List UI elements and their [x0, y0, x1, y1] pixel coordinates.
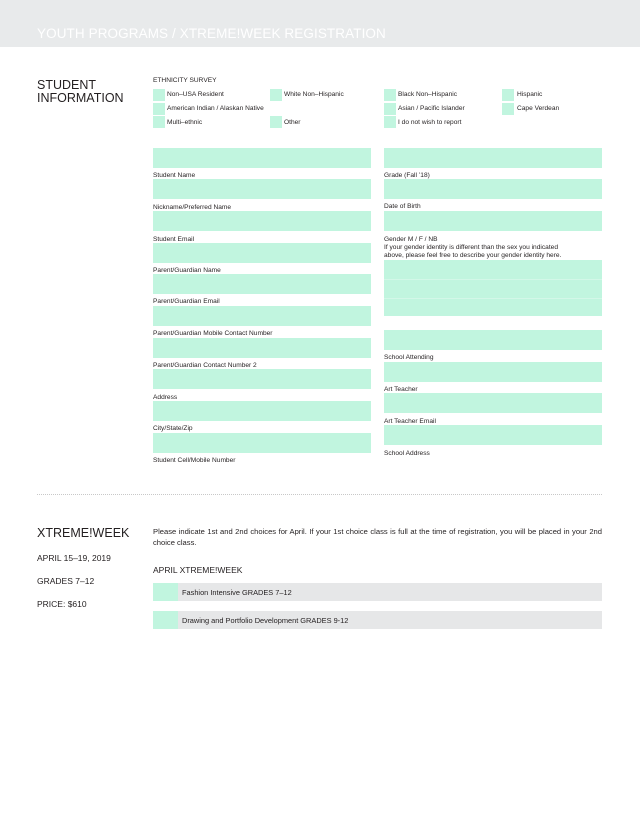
parent-mobile-label: Parent/Guardian Mobile Contact Number	[153, 330, 273, 337]
student-cell-label: Student Cell/Mobile Number	[153, 457, 236, 464]
address-field[interactable]	[153, 369, 371, 389]
nickname-label: Nickname/Preferred Name	[153, 204, 232, 211]
ethnicity-label-other: Other	[284, 119, 301, 126]
ethnicity-checkbox-white-non-hispanic[interactable]	[270, 89, 282, 101]
art-teacher-email-label: Art Teacher Email	[384, 418, 436, 425]
city-state-zip-label: City/State/Zip	[153, 425, 193, 432]
student-email-label: Student Email	[153, 236, 195, 243]
xtreme-subheading: APRIL XTREME!WEEK	[153, 565, 243, 575]
choice-label-fashion-intensive: Fashion Intensive GRADES 7–12	[182, 588, 292, 597]
gender-note-line2: above, please feel free to describe your gender identity here.	[384, 252, 562, 259]
school-address-label: School Address	[384, 450, 430, 457]
ethnicity-label-american-indian: American Indian / Alaskan Native	[167, 105, 264, 112]
ethnicity-checkbox-cape-verdean[interactable]	[502, 103, 514, 115]
page-title: YOUTH PROGRAMS / XTREME!WEEK REGISTRATION	[37, 26, 386, 41]
student-name-field[interactable]	[153, 148, 371, 168]
ethnicity-checkbox-hispanic[interactable]	[502, 89, 514, 101]
parent-email-label: Parent/Guardian Email	[153, 298, 220, 305]
ethnicity-checkbox-non-usa-resident[interactable]	[153, 89, 165, 101]
grade-label: Grade (Fall ’18)	[384, 172, 430, 179]
xtreme-dates: APRIL 15–19, 2019	[37, 553, 111, 563]
gender-identity-line-2	[384, 298, 602, 299]
date-of-birth-field[interactable]	[384, 179, 602, 199]
section-divider	[37, 494, 602, 495]
grade-field[interactable]	[384, 148, 602, 168]
ethnicity-label-non-usa-resident: Non–USA Resident	[167, 91, 224, 98]
gender-identity-line-1	[384, 279, 602, 280]
art-teacher-email-field[interactable]	[384, 393, 602, 413]
parent-mobile-field[interactable]	[153, 306, 371, 326]
student-cell-field[interactable]	[153, 433, 371, 453]
parent-contact-2-field[interactable]	[153, 338, 371, 358]
ethnicity-checkbox-other[interactable]	[270, 116, 282, 128]
choice-label-drawing-portfolio: Drawing and Portfolio Development GRADES 9-12	[182, 616, 349, 625]
ethnicity-label-hispanic: Hispanic	[517, 91, 543, 98]
gender-note-line1: If your gender identity is different than the sex you indicated	[384, 244, 558, 251]
parent-name-field[interactable]	[153, 243, 371, 263]
date-of-birth-label: Date of Birth	[384, 203, 421, 210]
gender-label: Gender M / F / NB	[384, 236, 438, 243]
parent-email-field[interactable]	[153, 274, 371, 294]
xtreme-grades: GRADES 7–12	[37, 576, 95, 586]
ethnicity-checkbox-asian-pacific-islander[interactable]	[384, 103, 396, 115]
xtreme-instructions: Please indicate 1st and 2nd choices for April. If your 1st choice class is full at the time of registration, you will be placed in your 2nd choice class.	[153, 527, 602, 547]
parent-contact-2-label: Parent/Guardian Contact Number 2	[153, 362, 257, 369]
ethnicity-label-cape-verdean: Cape Verdean	[517, 105, 560, 112]
nickname-field[interactable]	[153, 179, 371, 199]
ethnicity-survey-heading: ETHNICITY SURVEY	[153, 77, 217, 84]
school-attending-field[interactable]	[384, 330, 602, 350]
school-attending-label: School Attending	[384, 354, 434, 361]
choice-rank-input-fashion-intensive[interactable]	[153, 583, 178, 601]
student-section-title-line2: INFORMATION	[37, 91, 124, 105]
student-email-field[interactable]	[153, 211, 371, 231]
ethnicity-label-black-non-hispanic: Black Non–Hispanic	[398, 91, 458, 98]
ethnicity-label-multi-ethnic: Multi–ethnic	[167, 119, 203, 126]
choice-row-fashion-intensive[interactable]	[153, 583, 602, 601]
xtreme-section-title: XTREME!WEEK	[37, 526, 130, 540]
student-section-title-line1: STUDENT	[37, 78, 97, 92]
choice-rank-input-drawing-portfolio[interactable]	[153, 611, 178, 629]
city-state-zip-field[interactable]	[153, 401, 371, 421]
student-name-label: Student Name	[153, 172, 196, 179]
ethnicity-label-asian-pacific-islander: Asian / Pacific Islander	[398, 105, 465, 112]
xtreme-price: PRICE: $610	[37, 599, 87, 609]
ethnicity-checkbox-do-not-wish[interactable]	[384, 116, 396, 128]
art-teacher-label: Art Teacher	[384, 386, 418, 393]
ethnicity-label-white-non-hispanic: White Non–Hispanic	[284, 91, 344, 98]
ethnicity-checkbox-american-indian[interactable]	[153, 103, 165, 115]
ethnicity-label-do-not-wish: I do not wish to report	[398, 119, 462, 126]
art-teacher-field[interactable]	[384, 362, 602, 382]
gender-field[interactable]	[384, 211, 602, 231]
choice-row-drawing-portfolio[interactable]	[153, 611, 602, 629]
address-label: Address	[153, 394, 178, 401]
ethnicity-checkbox-black-non-hispanic[interactable]	[384, 89, 396, 101]
parent-name-label: Parent/Guardian Name	[153, 267, 221, 274]
gender-identity-field[interactable]	[384, 260, 602, 316]
school-address-field[interactable]	[384, 425, 602, 445]
ethnicity-checkbox-multi-ethnic[interactable]	[153, 116, 165, 128]
